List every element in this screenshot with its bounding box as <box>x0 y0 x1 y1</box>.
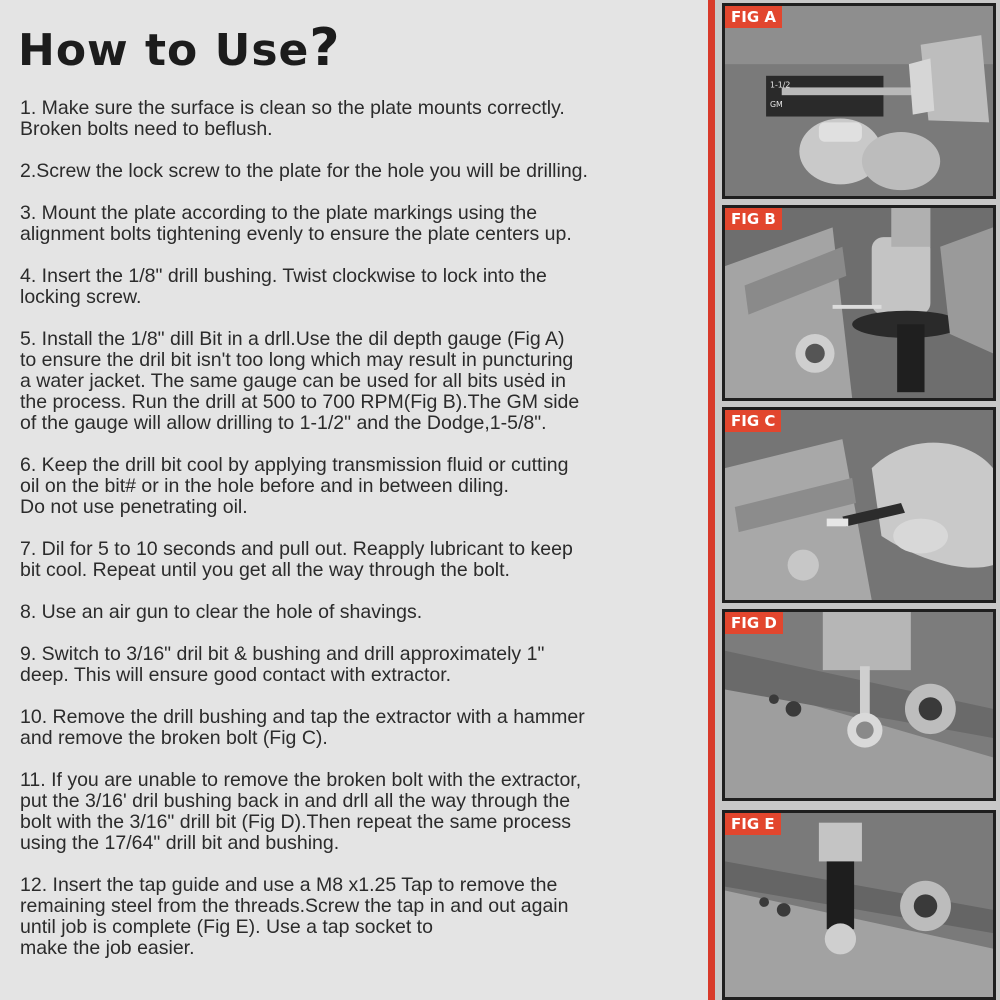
figure-e-label: FIG E <box>725 813 781 835</box>
figure-a-label: FIG A <box>725 6 782 28</box>
figures-panel <box>715 0 1000 1000</box>
step-12: 12. Insert the tap guide and use a M8 x1.25 Tap to remove the remaining steel from the threads.Screw the tap in and out again until job is complete (Fig E). Use a tap socket to make the job easier. <box>20 874 569 959</box>
steps-list <box>20 98 710 980</box>
step-4: 4. Insert the 1/8" drill bushing. Twist clockwise to lock into the locking screw. <box>20 265 547 308</box>
step-1: 1. Make sure the surface is clean so the plate mounts correctly. Broken bolts need to beflush. <box>20 97 565 140</box>
page-title-text: How to Use <box>18 25 310 76</box>
figure-b-photo <box>725 208 993 398</box>
step-10: 10. Remove the drill bushing and tap the extractor with a hammer and remove the broken bolt (Fig C). <box>20 706 585 749</box>
figure-e-photo <box>725 813 993 997</box>
step-2: 2.Screw the lock screw to the plate for the hole you will be drilling. <box>20 160 588 182</box>
step-3: 3. Mount the plate according to the plate markings using the alignment bolts tightening evenly to ensure the plate centers up. <box>20 202 572 245</box>
gauge-label-size: 1-1/2 <box>769 80 791 90</box>
gauge-label-gm: GM <box>769 99 783 109</box>
step-8: 8. Use an air gun to clear the hole of shavings. <box>20 601 423 623</box>
accent-divider <box>708 0 715 1000</box>
figure-b-label: FIG B <box>725 208 782 230</box>
figure-b <box>722 205 996 401</box>
page-title-mark: ? <box>309 18 341 78</box>
figure-d-label: FIG D <box>725 612 783 634</box>
figure-c-label: FIG C <box>725 410 781 432</box>
step-5: 5. Install the 1/8" dill Bit in a drll.Use the dil depth gauge (Fig A) to ensure the dril bit isn't too long which may result in puncturing a water jacket. The same gauge can be used for all bits usėd in the process. Run the drill at 500 to 700 RPM(Fig B).The GM side of the gauge will allow drilling to 1-1/2" and the Dodge,1-5/8". <box>20 328 580 434</box>
step-11: 11. If you are unable to remove the broken bolt with the extractor, put the 3/16' dril bushing back in and drll all the way through the bolt with the 3/16" drill bit (Fig D).Then repeat the same process using the 17/64" drill bit and bushing. <box>20 769 582 854</box>
figure-e <box>722 810 996 1000</box>
page-title <box>18 18 341 78</box>
figure-c <box>722 407 996 603</box>
figure-a <box>722 3 996 199</box>
figure-a-photo <box>725 6 993 196</box>
step-9: 9. Switch to 3/16" dril bit & bushing and drill approximately 1" deep. This will ensure good contact with extractor. <box>20 643 545 686</box>
figure-d <box>722 609 996 801</box>
step-7: 7. Dil for 5 to 10 seconds and pull out. Reapply lubricant to keep bit cool. Repeat until you get all the way through the bolt. <box>20 538 573 581</box>
step-6: 6. Keep the drill bit cool by applying transmission fluid or cutting oil on the bit# or in the hole before and in between diling. Do not use penetrating oil. <box>20 454 569 518</box>
figure-d-photo <box>725 612 993 798</box>
figure-c-photo <box>725 410 993 600</box>
